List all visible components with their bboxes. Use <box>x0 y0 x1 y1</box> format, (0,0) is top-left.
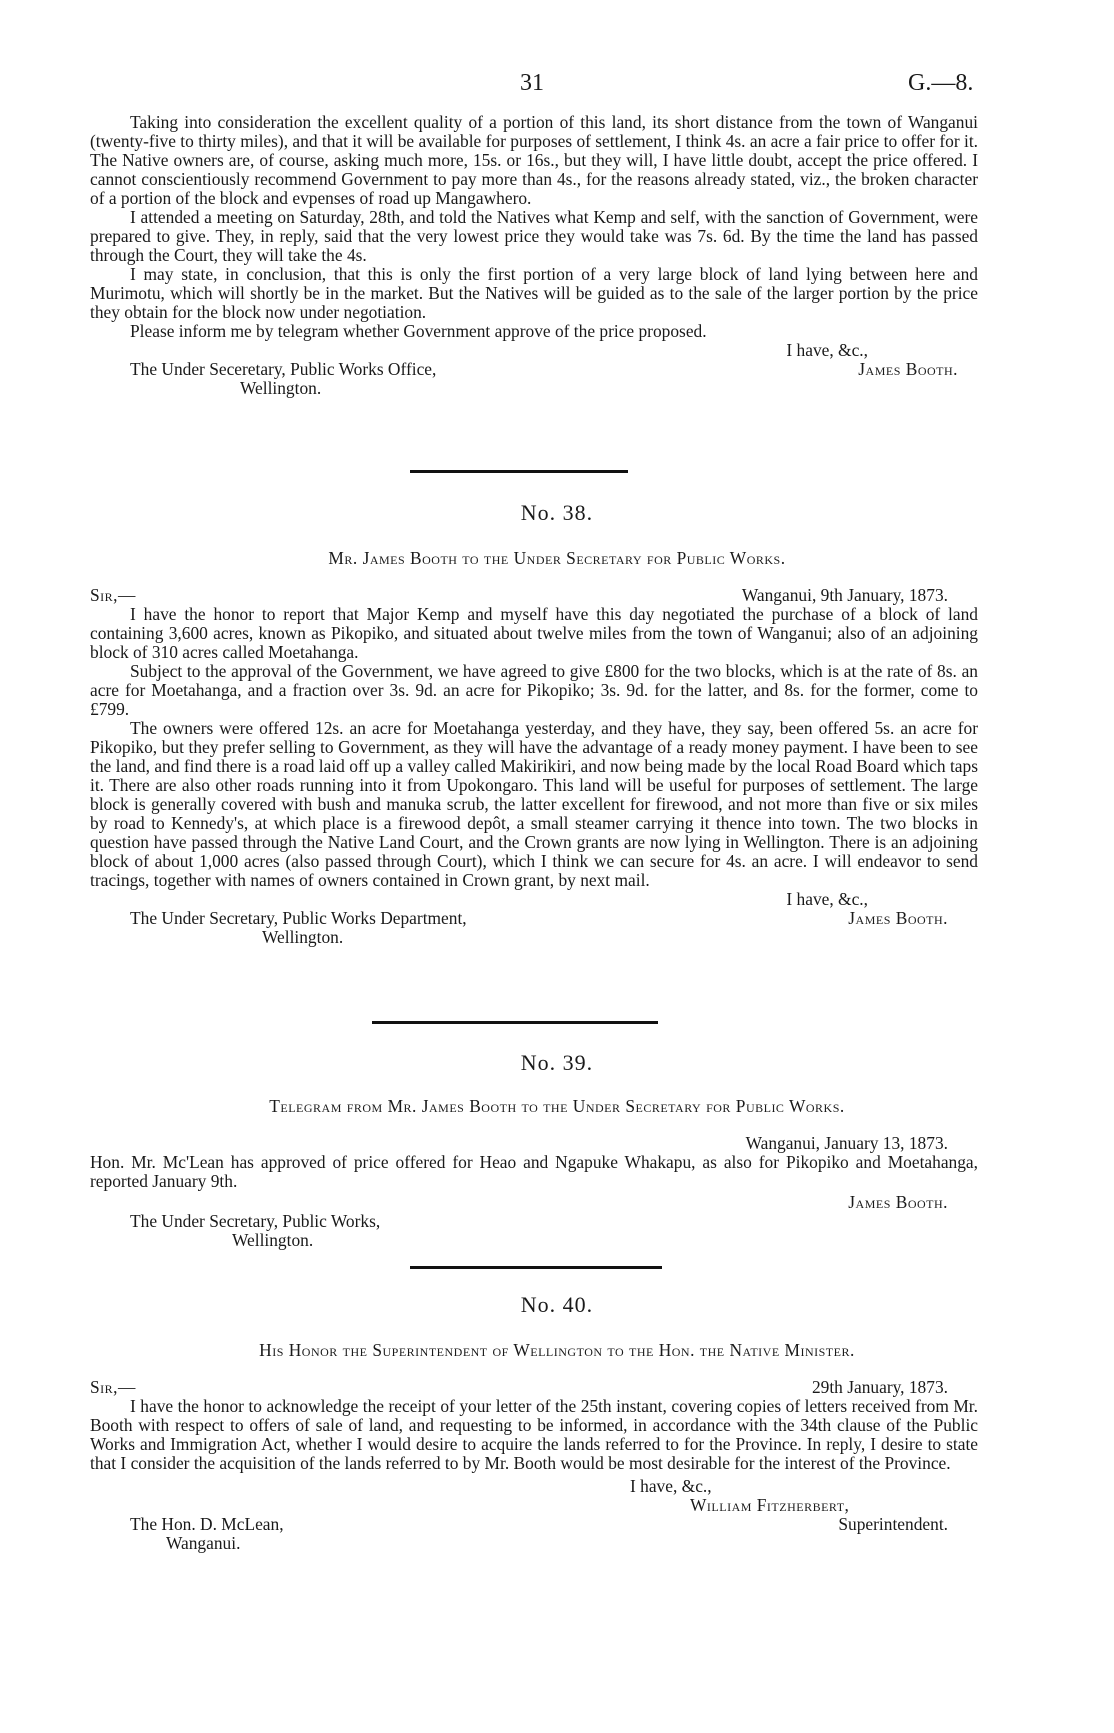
signature-title: Superintendent. <box>838 1514 948 1534</box>
signature: James Booth. <box>858 359 958 379</box>
addressee-line: The Under Secretary, Public Works Department, <box>130 908 467 928</box>
addressee-line: The Under Seceretary, Public Works Office, <box>130 359 437 379</box>
paragraph: Hon. Mr. Mc'Lean has approved of price offered for Heao and Ngapuke Whakapu, as also for Pikopiko and Moetahanga, reported January 9th. <box>90 1152 978 1191</box>
paragraph: The owners were offered 12s. an acre for Moetahanga yesterday, and they have, they say, been offered 5s. an acre for Pikopiko, but they prefer selling to Government, as they will have the advantage of a ready money payment. I have been to see the land, and find there is a road laid off up a valley called Makirikiri, and now being made by the local Road Board which taps it. There are also other roads running into it from Upokongaro. This land will be useful for purposes of settlement. The large block is generally covered with bush and manuka scrub, the latter excellent for firewood, and not more than five or six miles by road to Kennedy's, at which place is a firewood depôt, a small steamer carrying it thence into town. The two blocks in question have passed through the Native Land Court, and the Crown grants are now lying in Wellington. There is an adjoining block of about 1,000 acres (also passed through Court), which I think we can secure for 4s. an acre. I will endeavor to send tracings, together with names of owners contained in Crown grant, by next mail. <box>90 718 978 890</box>
salutation: Sir,— <box>90 1377 136 1397</box>
place-date: 29th January, 1873. <box>811 1377 948 1397</box>
addressee-block <box>90 360 978 398</box>
paragraph: Taking into consideration the excellent quality of a portion of this land, its short distance from the town of Wanganui (twenty-five to thirty miles), and that it will be available for purposes of settlement, I think 4s. an acre a fair price to offer for it. The Native owners are, of course, asking much more, 15s. or 16s., but they will, I have little doubt, accept the price offered. I cannot conscientiously recommend Government to pay more than 4s., for the reasons already stated, viz., the broken character of a portion of the block and evpenses of road up Mangawhero. <box>90 112 978 208</box>
paragraph: I may state, in conclusion, that this is only the first portion of a very large block of land lying between here and Murimotu, which will shortly be in the market. But the Natives will be guided as to the sale of the larger portion by the price they obtain for the block now under negotiation. <box>90 264 978 322</box>
addressee-block <box>90 1212 978 1250</box>
previous-letter <box>90 113 978 398</box>
telegram-39 <box>90 1134 978 1250</box>
addressee-line: Wellington. <box>240 378 322 398</box>
letter-40 <box>90 1377 978 1553</box>
letter-38 <box>90 586 978 947</box>
signature: James Booth. <box>848 1192 948 1212</box>
addressee-line: Wellington. <box>262 927 344 947</box>
paragraph: I have the honor to acknowledge the receipt of your letter of the 25th instant, covering copies of letters received from Mr. Booth with respect to offers of sale of land, and requesting to be informed, in accordance with the 34th clause of the Public Works and Immigration Act, whether I would desire to acquire the lands referred to for the Province. In reply, I desire to state that I consider the acquisition of the lands referred to by Mr. Booth would be most desirable for the interest of the Province. <box>90 1396 978 1473</box>
document-title: Mr. James Booth to the Under Secretary for Public Works. <box>328 548 786 568</box>
salutation-row <box>90 586 978 605</box>
section-rule <box>410 1266 662 1269</box>
paragraph: Subject to the approval of the Government, we have agreed to give £800 for the two blocks, which is at the rate of 8s. an acre for Moetahanga, and a fraction over 3s. 9d. an acre for Pikopiko; 3s. 9d. for the latter, and 8s. for the former, come to £799. <box>90 661 978 719</box>
section-rule <box>372 1021 658 1024</box>
salutation: Sir,— <box>90 585 136 605</box>
paragraph: Please inform me by telegram whether Government approve of the price proposed. <box>130 321 707 341</box>
addressee-line: The Hon. D. McLean, <box>130 1514 284 1534</box>
addressee-line: Wellington. <box>232 1230 314 1250</box>
closing: I have, &c., <box>786 340 868 360</box>
document-number: No. 39. <box>520 1050 594 1075</box>
document-code: G.—8. <box>908 70 974 96</box>
page-number: 31 <box>520 70 544 96</box>
section-rule <box>410 470 628 473</box>
document-title: His Honor the Superintendent of Wellington to the Hon. the Native Minister. <box>259 1340 855 1360</box>
paragraph: I have the honor to report that Major Kemp and myself have this day negotiated the purchase of a block of land containing 3,600 acres, known as Pikopiko, and situated about twelve miles from the town of Wanganui; also of an adjoining block of 310 acres called Moetahanga. <box>90 604 978 662</box>
document-title: Telegram from Mr. James Booth to the Under Secretary for Public Works. <box>269 1096 845 1116</box>
closing: I have, &c., <box>786 889 868 909</box>
signature: William Fitzherbert, <box>690 1495 850 1515</box>
addressee-line: The Under Secretary, Public Works, <box>130 1211 381 1231</box>
signature: James Booth. <box>848 908 948 928</box>
place-date: Wanganui, January 13, 1873. <box>745 1133 948 1153</box>
place-date: Wanganui, 9th January, 1873. <box>741 585 948 605</box>
document-number: No. 40. <box>520 1292 594 1317</box>
addressee-line: Wanganui. <box>166 1533 241 1553</box>
signature-block <box>90 1473 978 1553</box>
paragraph: I attended a meeting on Saturday, 28th, and told the Natives what Kemp and self, with the sanction of Government, were prepared to give. They, in reply, said that the very lowest price they would take was 7s. 6d. By the time the land has passed through the Court, they will take the 4s. <box>90 207 978 265</box>
closing: I have, &c., <box>630 1476 712 1496</box>
document-number: No. 38. <box>520 500 594 525</box>
addressee-block <box>90 909 978 947</box>
salutation-row <box>90 1378 978 1397</box>
